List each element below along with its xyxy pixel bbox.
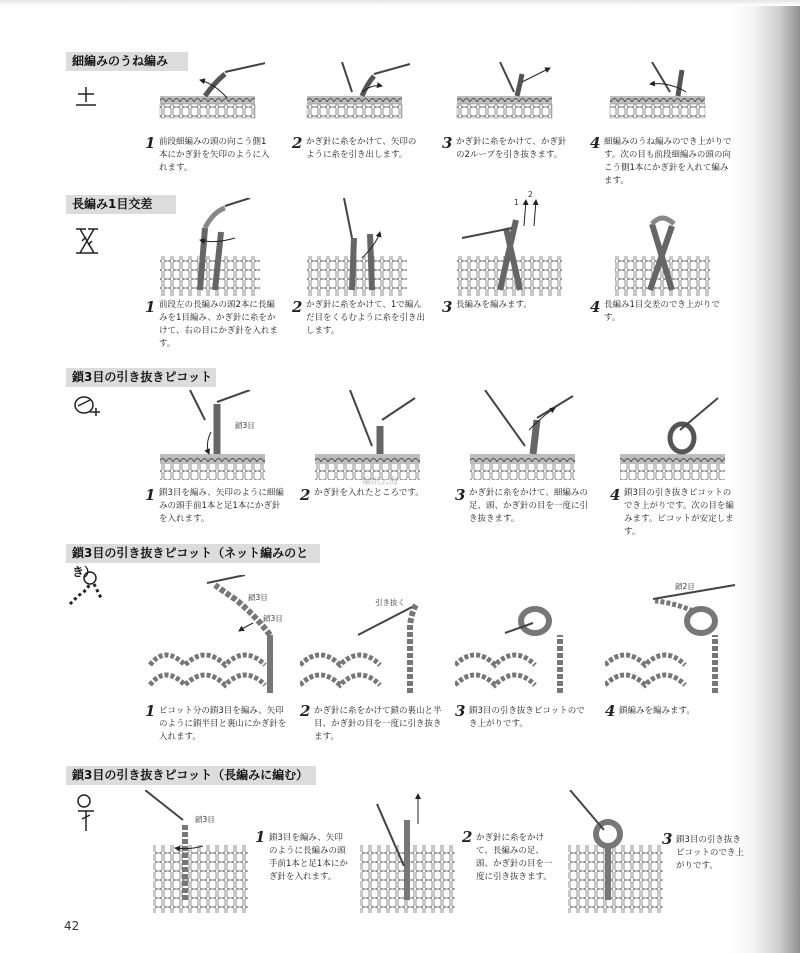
step-number: 3 (442, 298, 453, 316)
chain3-picot-net-symbol-icon (66, 570, 106, 614)
chain3-label: 鎖3目 (235, 421, 255, 430)
chain3-picot-double-step-2-illustration (352, 790, 462, 915)
step-caption: 鎖編みを編みます。 (619, 706, 695, 716)
single-crochet-ridge-step-3-illustration (442, 62, 562, 122)
step-number: 3 (442, 134, 453, 152)
step-caption: かぎ針に糸をかけて、細編みの足、頭、かぎ針の目を一度に引き抜きます。 (469, 488, 589, 524)
section-title-chain3-picot: 鎖3目の引き抜きピコット (66, 368, 216, 387)
chain3-picot-double-step-1-illustration (145, 790, 255, 915)
double-crochet-cross-symbol-icon (72, 225, 102, 261)
step-caption: 長編み1目交差のでき上がりです。 (604, 300, 720, 323)
single-crochet-ridge-step-4-illustration (590, 62, 710, 122)
step-caption: ピコット分の鎖3目を編み、矢印のように鎖半目と裏山にかぎ針を入れます。 (159, 706, 287, 742)
step-caption: 長編みを編みます。 (456, 300, 532, 310)
chain3-picot-double-step-3-illustration (560, 790, 673, 915)
section-title-chain3-picot-net: 鎖3目の引き抜きピコット（ネット編みのとき） (66, 544, 320, 563)
step-caption: 細編みのうね編みのでき上がりです。次の目も前段細編みの頭の向こう側1本にかぎ針を入れて編みます。 (604, 137, 732, 186)
chain3-label: 鎖3目 (195, 815, 215, 824)
step-caption: 鎖3目を編み、矢印のように細編みの頭手前1本と足1本にかぎ針を入れます。 (159, 488, 284, 524)
step-number: 4 (605, 702, 616, 720)
double-crochet-cross-step-2-illustration (292, 198, 412, 298)
step-number: 2 (292, 134, 303, 152)
step-number: 1 (255, 828, 266, 846)
step-caption: 鎖3目を編み、矢印のように長編みの頭手前1本と足1本にかぎ針を入れます。 (269, 833, 348, 882)
chain2-label: 鎖2目 (675, 582, 695, 591)
step-caption: かぎ針に糸をかけて鎖の裏山と半目、かぎ針の目を一度に引き抜きます。 (314, 706, 442, 742)
chain3-picot-net-step-3-illustration (455, 575, 595, 700)
step-number: 1 (145, 134, 156, 152)
step-number: 2 (292, 298, 303, 316)
chain3-picot-symbol-icon (72, 394, 104, 422)
step-number: 1 (145, 298, 156, 316)
chain3-picot-step-3-illustration (455, 390, 580, 485)
step-caption: 鎖3目の引き抜きピコットのでき上がりです。 (469, 706, 585, 729)
double-crochet-cross-step-4-illustration (590, 198, 710, 298)
page-top-edge (0, 0, 800, 6)
chain3-picot-net-step-2-illustration (300, 575, 440, 700)
section-title-chain3-picot-double: 鎖3目の引き抜きピコット（長編みに編む） (66, 766, 316, 785)
arrow-label-1: 1 (514, 198, 519, 207)
section-title-double-crochet-cross: 長編み1目交差 (66, 195, 176, 214)
step-number: 2 (300, 702, 311, 720)
watermark: 编织云海 (362, 477, 399, 487)
step-number: 3 (662, 830, 673, 848)
single-crochet-ridge-step-2-illustration (292, 62, 412, 122)
chain3-picot-net-step-4-illustration (605, 575, 745, 700)
step-caption: かぎ針に糸をかけて、長編みの足、頭、かぎ針の目を一度に引き抜きます。 (476, 833, 553, 882)
double-crochet-cross-step-1-illustration (145, 198, 265, 298)
chain3-label-bottom: 鎖3目 (263, 614, 283, 623)
step-caption: 鎖3目の引き抜きピコットのでき上がりです。 (676, 835, 744, 871)
chain3-picot-step-4-illustration (610, 390, 735, 485)
single-crochet-ridge-step-1-illustration (145, 62, 265, 122)
section-title-single-crochet-ridge: 細編みのうね編み (66, 52, 188, 71)
step-number: 4 (610, 486, 621, 504)
page-number: 42 (64, 919, 80, 933)
single-crochet-ridge-symbol-icon (72, 85, 100, 111)
step-number: 3 (455, 702, 466, 720)
pull-through-label: 引き抜く (375, 598, 405, 607)
step-caption: かぎ針に糸をかけて、矢印のように糸を引き出します。 (306, 137, 417, 160)
book-spine-shadow (730, 0, 800, 953)
step-caption: 前段細編みの頭の向こう側1本にかぎ針を矢印のように入れます。 (159, 137, 270, 173)
step-number: 2 (300, 486, 311, 504)
step-number: 1 (145, 702, 156, 720)
step-number: 4 (590, 298, 601, 316)
step-caption: 鎖3目の引き抜きピコットのでき上がりです。次の目を編みます。ピコットが安定します。 (624, 488, 734, 537)
step-number: 4 (590, 134, 601, 152)
step-number: 3 (455, 486, 466, 504)
step-number: 2 (462, 828, 473, 846)
chain3-picot-step-2-illustration (300, 390, 425, 485)
arrow-label-2: 2 (528, 190, 533, 199)
step-caption: かぎ針に糸をかけて、かぎ針の2ループを引き抜きます。 (456, 137, 567, 160)
chain3-label-top: 鎖3目 (248, 593, 268, 602)
chain3-picot-double-symbol-icon (72, 793, 102, 837)
chain3-picot-step-1-illustration (145, 390, 270, 485)
step-caption: 前段左の長編みの頭2本に長編みを1目編み、かぎ針に糸をかけて、右の目にかぎ針を入れます。 (159, 300, 278, 349)
double-crochet-cross-step-3-illustration (442, 198, 572, 298)
step-number: 1 (145, 486, 156, 504)
step-caption: かぎ針に糸をかけて、1で編んだ目をくるむように糸を引き出します。 (306, 300, 426, 336)
step-caption: かぎ針を入れたところです。 (314, 488, 424, 498)
